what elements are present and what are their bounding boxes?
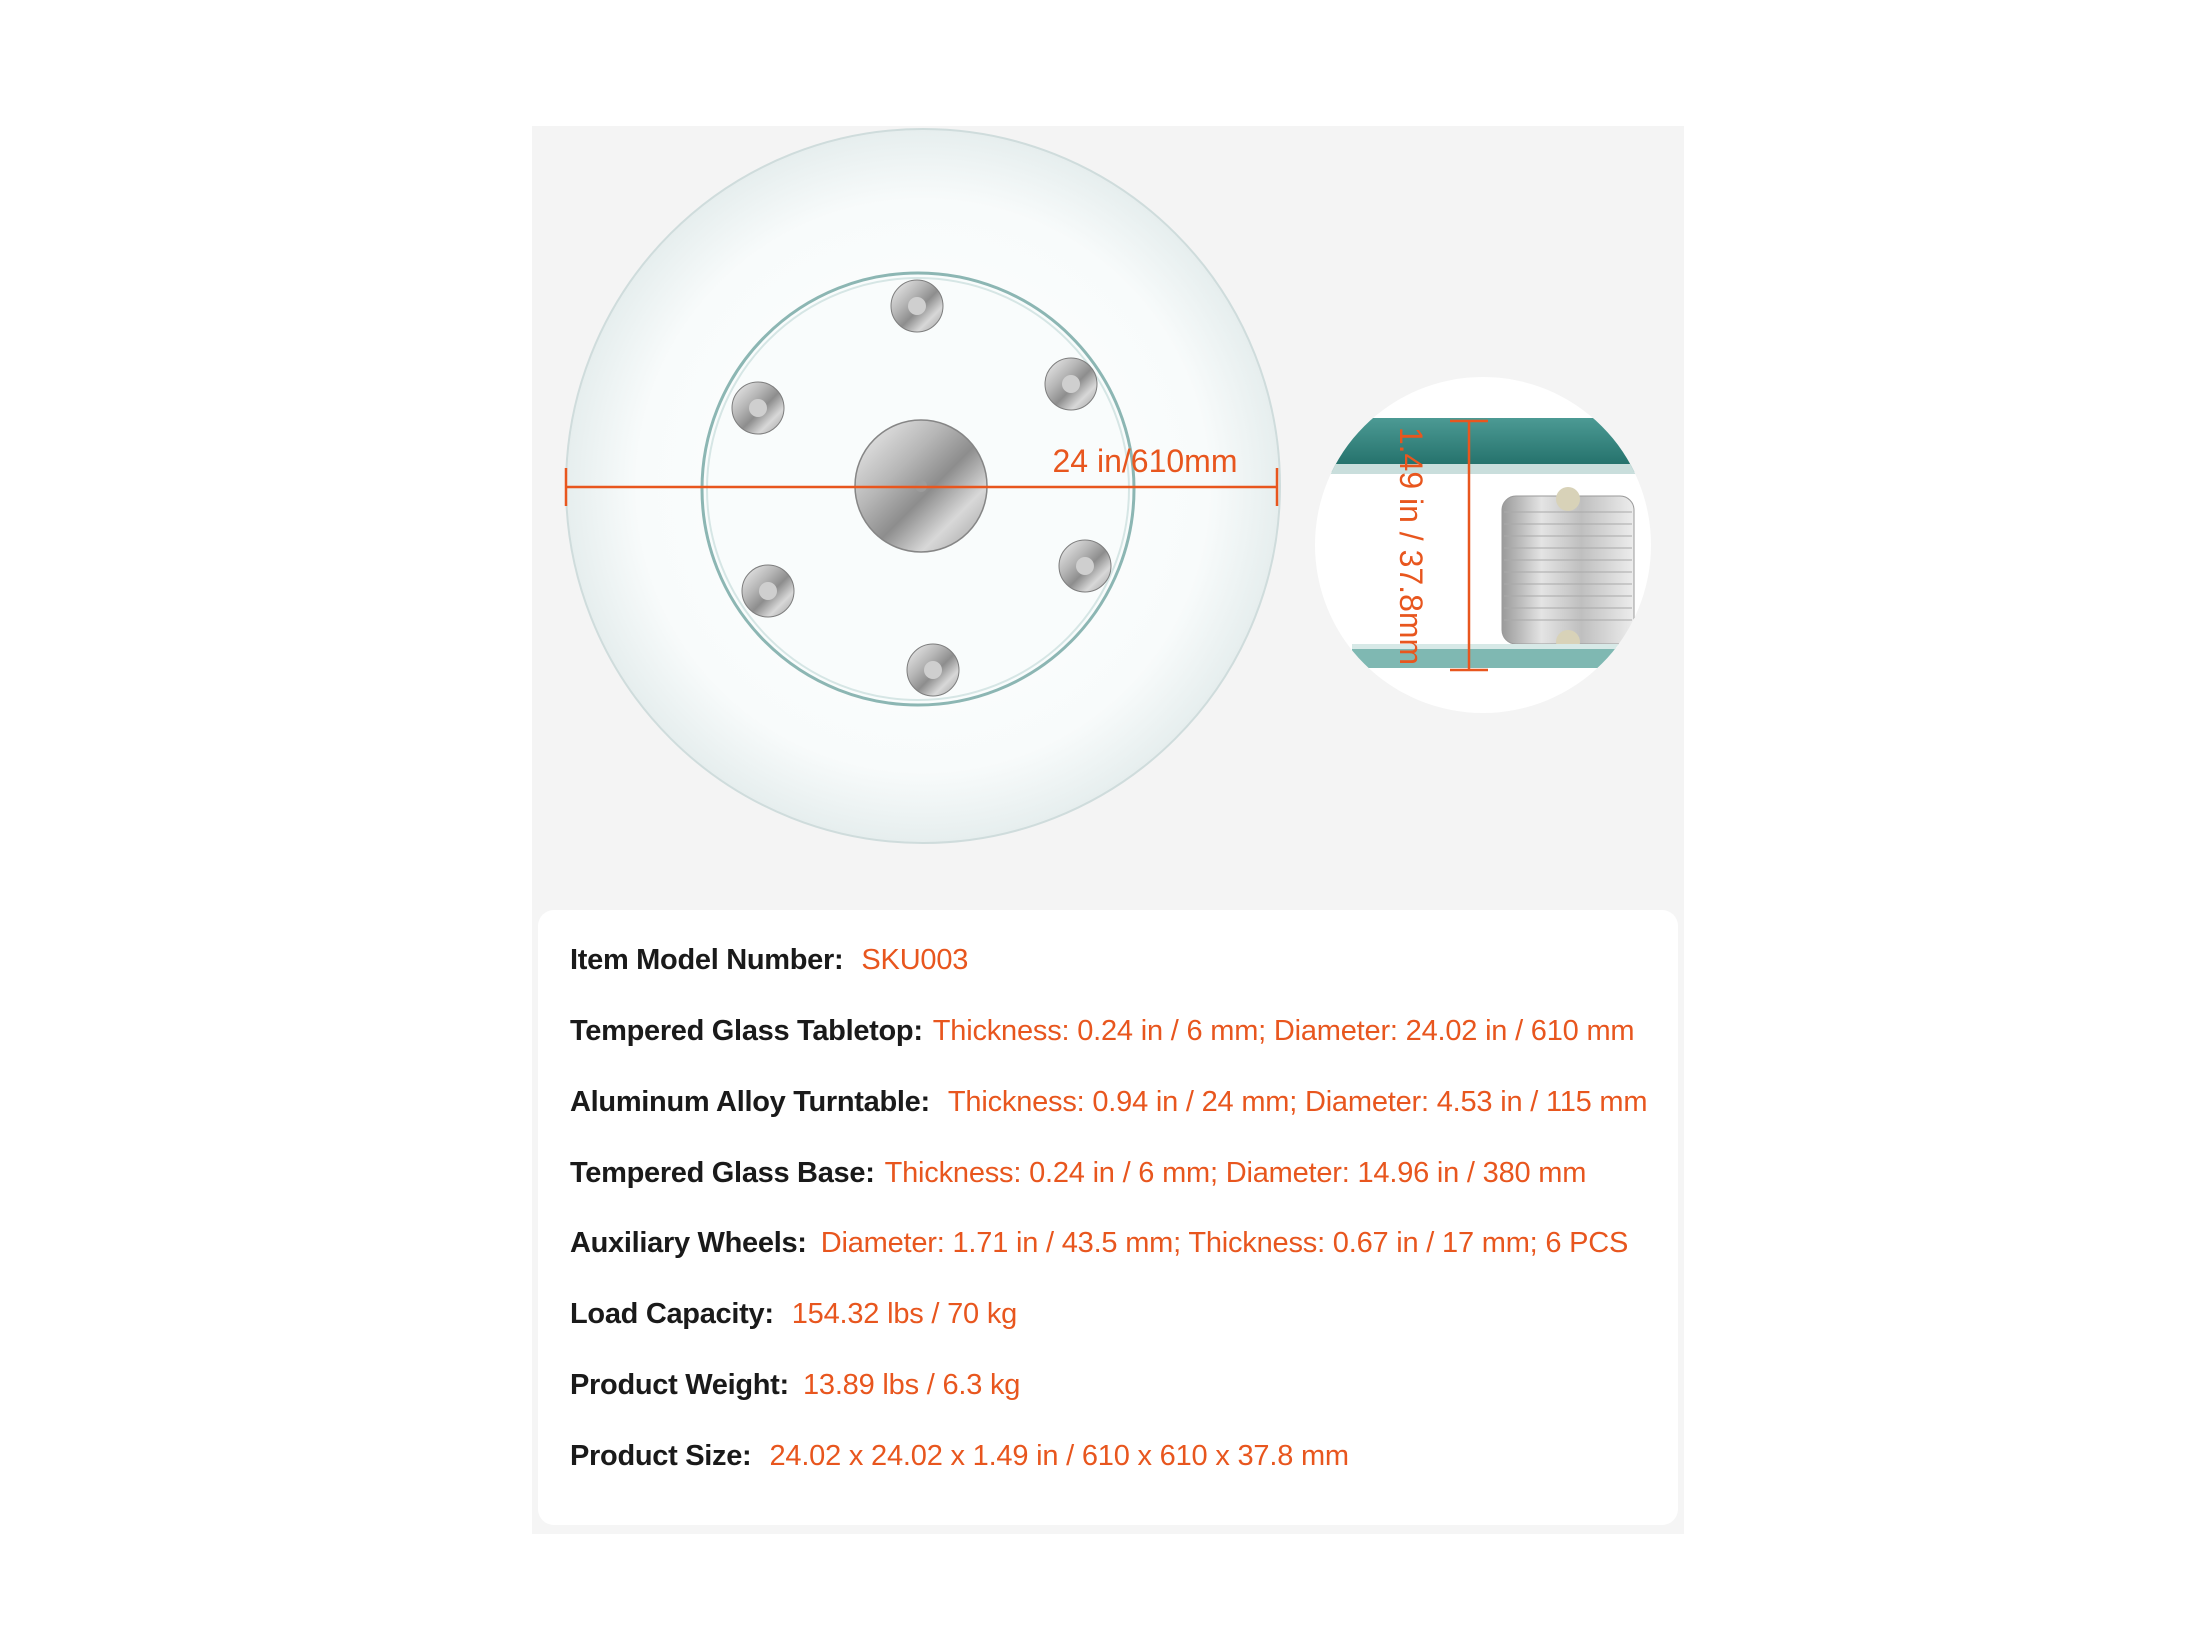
spec-value: SKU003 <box>861 944 969 976</box>
spec-label: Product Size: <box>570 1440 752 1472</box>
spec-row-product-weight <box>570 1363 1020 1407</box>
spec-value: Diameter: 1.71 in / 43.5 mm; Thickness: 0.67 in / 17 mm; 6 PCS <box>820 1227 1629 1259</box>
product-card <box>532 126 1684 1534</box>
spec-value: 13.89 lbs / 6.3 kg <box>802 1369 1021 1401</box>
spec-label: Product Weight: <box>570 1369 789 1401</box>
specifications-panel <box>538 910 1678 1525</box>
zoom-detail <box>1312 377 1672 713</box>
height-label: 1.49 in / 37.8mm <box>1393 426 1429 666</box>
spec-value: 154.32 lbs / 70 kg <box>791 1298 1018 1330</box>
spec-value: Thickness: 0.94 in / 24 mm; Diameter: 4.53 in / 115 mm <box>947 1086 1648 1118</box>
auxiliary-wheel <box>742 565 794 617</box>
spec-row-glass-tabletop <box>570 1009 1634 1053</box>
spec-label: Tempered Glass Base: <box>570 1157 875 1189</box>
diameter-label: 24 in/610mm <box>1052 443 1238 479</box>
product-diagram <box>532 126 1684 910</box>
spec-row-turntable <box>570 1080 1647 1124</box>
auxiliary-wheel <box>891 280 943 332</box>
spec-value: 24.02 x 24.02 x 1.49 in / 610 x 610 x 37.8 mm <box>769 1440 1349 1472</box>
product-photo-area <box>532 126 1684 910</box>
spec-row-glass-base <box>570 1151 1586 1195</box>
spec-row-model-number <box>570 938 968 982</box>
auxiliary-wheel <box>1059 540 1111 592</box>
spec-value: Thickness: 0.24 in / 6 mm; Diameter: 24.02 in / 610 mm <box>932 1015 1635 1047</box>
auxiliary-wheel <box>732 382 784 434</box>
spec-label: Item Model Number: <box>570 944 844 976</box>
spec-row-auxiliary-wheels <box>570 1221 1628 1265</box>
spec-label: Tempered Glass Tabletop: <box>570 1015 923 1047</box>
spec-value: Thickness: 0.24 in / 6 mm; Diameter: 14.96 in / 380 mm <box>884 1157 1587 1189</box>
spec-label: Load Capacity: <box>570 1298 774 1330</box>
spec-label: Auxiliary Wheels: <box>570 1227 807 1259</box>
spec-row-load-capacity <box>570 1292 1017 1336</box>
auxiliary-wheel <box>1045 358 1097 410</box>
auxiliary-wheel <box>907 644 959 696</box>
spec-row-product-size <box>570 1434 1349 1478</box>
spec-label: Aluminum Alloy Turntable: <box>570 1086 930 1118</box>
